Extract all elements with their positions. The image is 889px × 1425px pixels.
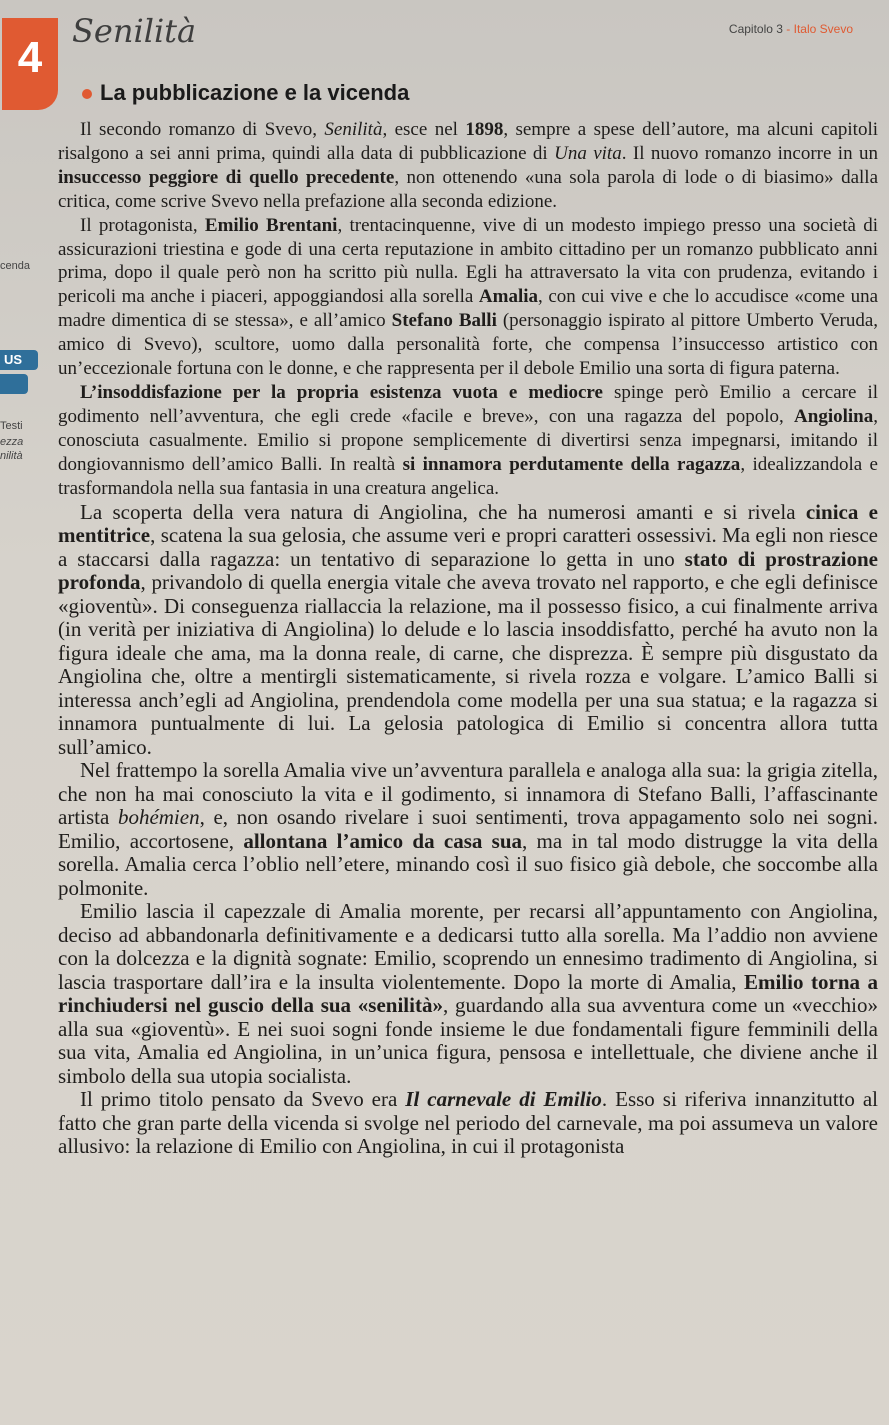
running-head-author: - Italo Svevo [786, 22, 853, 36]
text-run: spinge però Emilio a cercare il godimento nell’avventura, che egli crede «facile e breve», con una ragazza del popolo, [58, 381, 879, 427]
running-head [729, 22, 853, 36]
section-title [82, 80, 409, 106]
paragraph-2 [58, 214, 878, 381]
lower-section [58, 501, 878, 1159]
margin-book-icon [0, 374, 28, 394]
margin-tab: US [0, 350, 38, 370]
text-run: Amalia [478, 286, 539, 308]
text-run: , sempre a spese dell’autore, ma alcuni capitoli risalgono a sei anni prima, quindi alla data di pubblicazione di [58, 119, 879, 164]
text-run: , ma in tal modo distrugge la vita della sorella. Amalia cerca l’oblio nell’etere, minando così il suo fisico già debole, che soccombe alla polmonite. [58, 828, 878, 900]
running-head-chapter: Capitolo 3 [728, 22, 783, 36]
text-run: , guardando alla sua avventura come un «vecchio» alla sua «gioventù». E nei suoi sogni fonde insieme le due fondamentali figure femminili della sua vita, Amalia ed Angiolina, in un’unica figura, pensosa e intellettuale, che diviene anche il simbolo della sua utopia socialista. [58, 993, 878, 1088]
text-run: . Esso si riferiva innanzitutto al fatto che gran parte della vicenda si svolge nel periodo del carnevale, ma poi assumeva un valore allusivo: la relazione di Emilio con Angiolina, in cui il protagonista [58, 1087, 878, 1158]
text-run: , trentacinquenne, vive di un modesto impiego presso una società di assicurazioni triestina e gode di una certa reputazione in ambito cittadino per un romanzo pubblicato anni prima, dopo il quale però non ha scritto più nulla. Egli ha attraversato la vita con prudenza, evitando i pericoli ma anche i piaceri, appoggiandosi alla sorella [58, 214, 878, 308]
chapter-number-badge: 4 [2, 18, 58, 110]
text-run: , privandolo di quella energia vitale che aveva trovato nel rapporto, e che egli definisce «gioventù». Di conseguenza riallaccia la relazione, ma il possesso fisico, a cui finalmente arriva (in verità per iniziativa di Angiolina) lo delude e lo lascia insoddisfatto, perché ha avuto non la figura ideale che ama, ma la donna reale, di carne, che disprezza. È sempre più disgustato da Angiolina che, oltre a mentirgli sistematicamente, si rivela rozza e volgare. L’amico Balli si interessa anch’egli ad Angiolina, prendendola come modella per una sua statua; e la ragazza si innamora puntualmente di lui. La gelosia patologica di Emilio si concentra allora tutta sull’amico. [58, 570, 878, 759]
text-run: Emilio lascia il capezzale di Amalia morente, per recarsi all’appuntamento con Angiolina, deciso ad abbandonarla definitivamente e a dedicarsi tutto alla sorella. Ma l’addio non avviene con la dolcezza e la dignità sognate: Emilio, scoprendo un ennesimo tradimento di Angiolina, si lascia trasportare dall’ira e la insulta violentemente. Dopo la morte di Amalia, [58, 899, 878, 994]
text-run: Una vita [554, 142, 622, 164]
paragraph-3 [58, 381, 878, 501]
text-run: L’insoddisfazione per la propria esistenza vuota e mediocre [80, 381, 603, 403]
text-run: , esce nel [382, 119, 466, 140]
section-bullet-icon [82, 89, 92, 99]
text-run: , con cui vive e che lo accudisce «come una madre dimentica di se stessa», e all’amico [58, 286, 879, 332]
text-run: allontana l’amico da casa sua [243, 828, 523, 853]
text-run: (personaggio ispirato al pittore Umberto Veruda, amico di Svevo), scultore, uomo dalla personalità forte, che compensa l’insuccesso artistico con un’eccezionale fortuna con le donne, e che rappresenta per il debole Emilio una sorta di figura paterna. [58, 310, 879, 380]
book-title: Senilità [72, 12, 197, 50]
text-run: 1898 [465, 119, 504, 140]
paragraph-7 [58, 1088, 878, 1159]
text-run: Il secondo romanzo di Svevo, [80, 119, 325, 140]
text-run: si innamora perdutamente della ragazza [402, 453, 741, 475]
text-run: Il protagonista, [80, 214, 205, 236]
text-run: Senilità [324, 119, 383, 140]
text-run: insuccesso peggiore di quello precedente [58, 166, 395, 188]
margin-note-3: nilità [0, 450, 23, 462]
text-run: Il carnevale di Emilio [405, 1087, 602, 1111]
margin-note-2: ezza [0, 436, 24, 448]
text-run: Emilio torna a rinchiudersi nel guscio della sua «senilità» [58, 969, 879, 1017]
text-run: , conosciuta casualmente. Emilio si propone semplicemente di divertirsi senza impegnarsi, imitando il dongiovannismo dell’amico Balli. In realtà [58, 405, 878, 475]
paragraph-1 [58, 118, 878, 214]
margin-word: cenda [0, 260, 30, 272]
text-run: . Il nuovo romanzo incorre in un [621, 142, 878, 164]
text-run: cinica e mentitrice [58, 499, 878, 547]
text-run: Stefano Balli [391, 310, 497, 332]
paragraph-6 [58, 900, 878, 1088]
body-text [58, 118, 878, 1159]
text-run: La scoperta della vera natura di Angiolina, che ha numerosi amanti e si rivela [80, 499, 806, 524]
text-run: Nel frattempo la sorella Amalia vive un’avventura parallela e analoga alla sua: la grigia zitella, che non ha mai conosciuto la vita e il godimento, si innamora di Stefano Balli, l’affascinante artista [58, 758, 878, 829]
text-run: Emilio Brentani [204, 214, 338, 236]
text-run: bohémien [117, 805, 200, 829]
text-run: , non ottenendo «una sola parola di lode o di biasimo» dalla critica, come scrive Svevo nella prefazione alla seconda edizione. [58, 166, 879, 212]
text-run: , scatena la sua gelosia, che assume veri e propri caratteri ossessivi. Ma egli non riesce a staccarsi dalla ragazza: un tentativo di separazione lo getta in uno [58, 523, 878, 571]
section-title-text: La pubblicazione e la vicenda [100, 80, 410, 105]
text-run: Angiolina [794, 405, 874, 427]
paragraph-5 [58, 759, 878, 900]
text-run: Il primo titolo pensato da Svevo era [80, 1087, 406, 1111]
text-run: , e, non osando rivelare i suoi sentimenti, trova appagamento solo nei sogni. Emilio, accortosene, [58, 805, 879, 853]
text-run: , idealizzandola e trasformandola nella sua fantasia in una creatura angelica. [58, 453, 878, 499]
paragraph-4 [58, 501, 878, 760]
margin-note-1: Testi [0, 420, 23, 432]
text-run: stato di prostrazione profonda [58, 546, 878, 594]
